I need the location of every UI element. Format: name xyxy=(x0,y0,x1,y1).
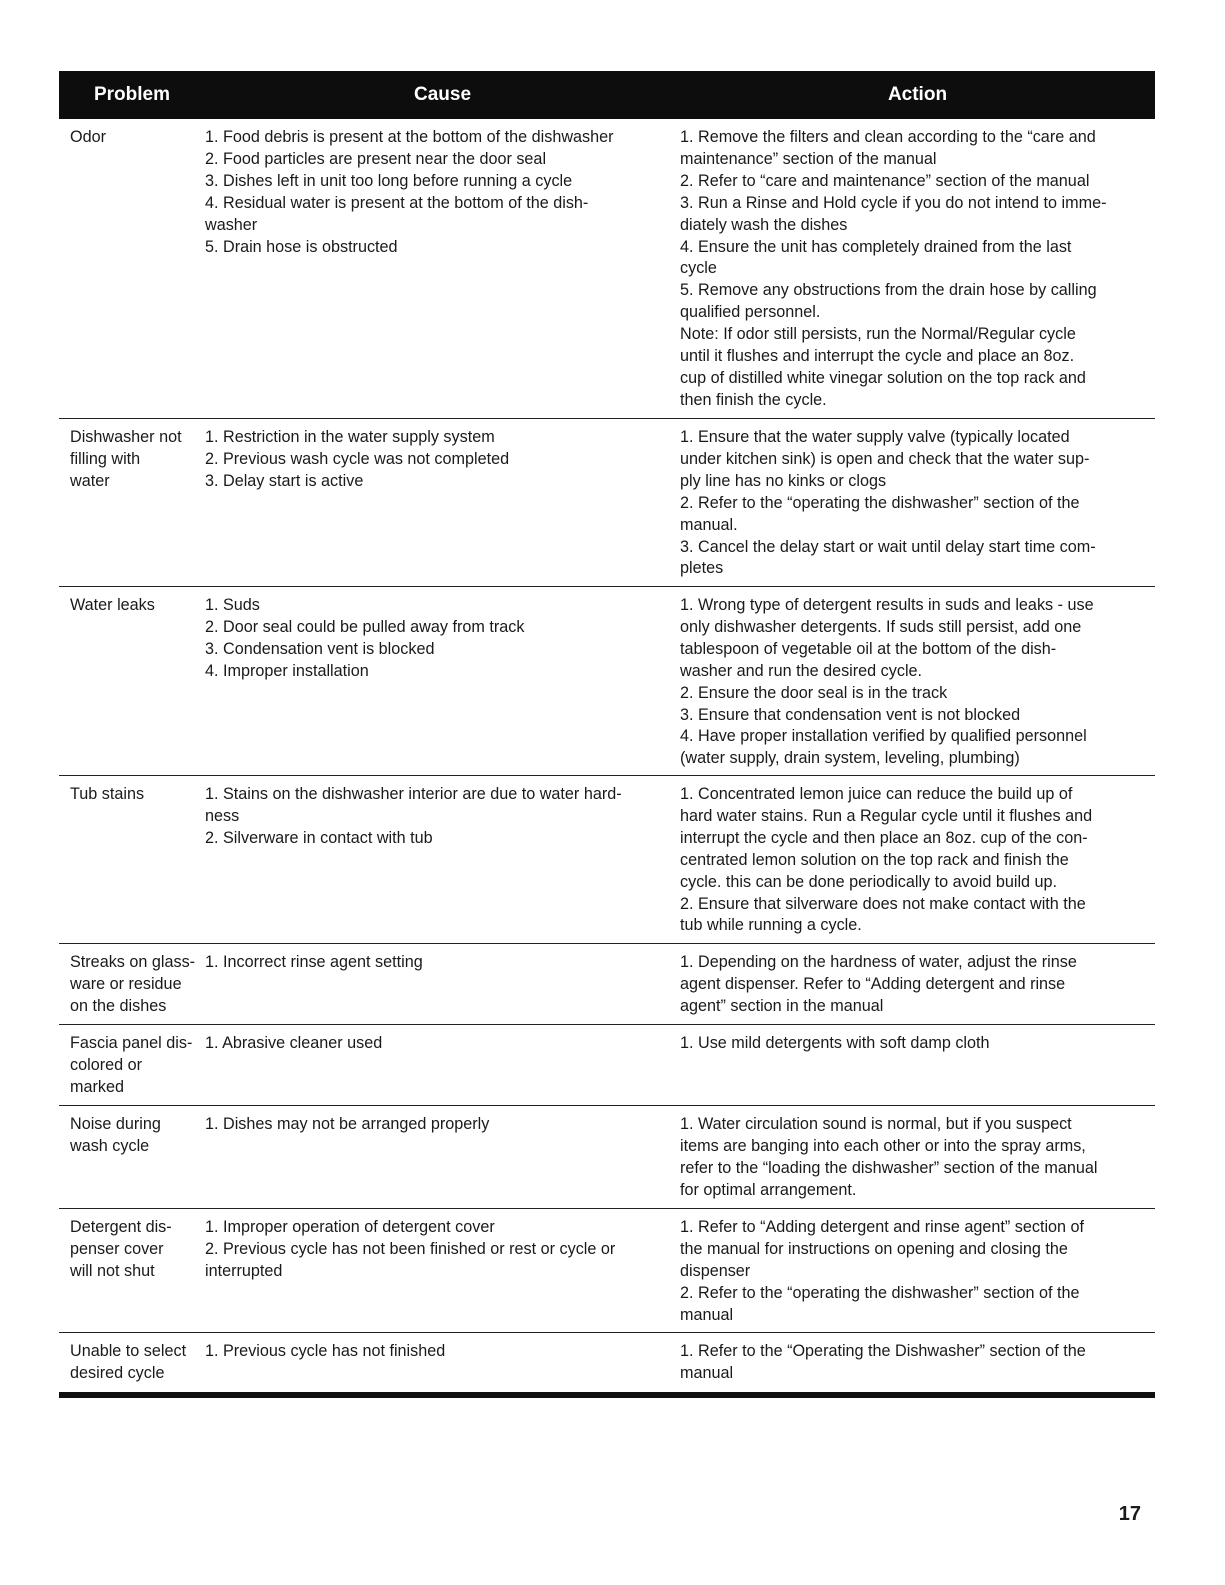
action-text-line: 1. Use mild detergents with soft damp cloth xyxy=(680,1034,990,1052)
action-text-line: cycle xyxy=(680,259,717,278)
problem-text-line: will not shut xyxy=(70,1261,155,1280)
action-text-line: agent” section in the manual xyxy=(680,996,884,1015)
problem-text-line: Noise during xyxy=(70,1115,161,1133)
problem-text-line: filling with xyxy=(70,449,141,468)
header-cause: Cause xyxy=(413,84,472,105)
cause-text-line: 2. Previous wash cycle was not completed xyxy=(205,449,510,468)
table-row xyxy=(59,1024,1155,1105)
action-text-line: 1. Refer to “Adding detergent and rinse agent” section of xyxy=(680,1218,1085,1236)
table-row xyxy=(59,586,1155,775)
problem-text-line: Streaks on glass- xyxy=(70,953,196,971)
action-text-line: 1. Wrong type of detergent results in suds and leaks - use xyxy=(680,596,1094,614)
cause-cell xyxy=(205,127,680,410)
action-text-line: manual xyxy=(680,1363,734,1382)
action-text-line: 2. Refer to the “operating the dishwasher” section of the xyxy=(680,1283,1080,1302)
cause-text-line: ness xyxy=(205,806,240,825)
header-action: Action xyxy=(887,84,948,105)
problem-text-line: ware or residue xyxy=(70,974,182,993)
action-text-line: 1. Water circulation sound is normal, but if you suspect xyxy=(680,1115,1072,1133)
header-problem: Problem xyxy=(93,84,171,105)
action-text-line: the manual for instructions on opening and closing the xyxy=(680,1239,1068,1258)
cause-text-line: 2. Food particles are present near the door seal xyxy=(205,149,547,168)
action-text-line: tablespoon of vegetable oil at the bottom of the dish- xyxy=(680,639,1057,658)
cause-cell xyxy=(205,595,680,767)
action-text-line: refer to the “loading the dishwasher” section of the manual xyxy=(680,1158,1098,1177)
action-text-line: 1. Ensure that the water supply valve (typically located xyxy=(680,428,1070,446)
table-row xyxy=(59,1105,1155,1208)
action-text-line: Note: If odor still persists, run the Normal/Regular cycle xyxy=(680,325,1076,344)
problem-cell xyxy=(59,1341,205,1384)
cause-text-line: washer xyxy=(205,215,258,234)
problem-cell xyxy=(59,595,205,767)
cause-text-line: 1. Restriction in the water supply system xyxy=(205,428,495,446)
table-header xyxy=(59,71,1155,119)
action-text-line: 1. Remove the filters and clean according to the “care and xyxy=(680,128,1096,146)
action-cell xyxy=(680,784,1155,935)
cause-text-line: 4. Improper installation xyxy=(205,661,369,680)
action-cell xyxy=(680,1114,1155,1200)
action-text-line: manual. xyxy=(680,515,738,534)
cause-cell xyxy=(205,427,680,578)
cause-text-line: 2. Silverware in contact with tub xyxy=(205,828,433,847)
table-row xyxy=(59,119,1155,418)
troubleshooting-table xyxy=(59,71,1155,1398)
action-cell xyxy=(680,1341,1155,1384)
action-text-line: then finish the cycle. xyxy=(680,390,827,409)
action-cell xyxy=(680,1217,1155,1324)
action-text-line: 1. Refer to the “Operating the Dishwasher” section of the xyxy=(680,1342,1086,1360)
problem-cell xyxy=(59,1114,205,1200)
cause-text-line: 1. Stains on the dishwasher interior are due to water hard- xyxy=(205,785,622,803)
action-text-line: for optimal arrangement. xyxy=(680,1180,857,1199)
action-cell xyxy=(680,427,1155,578)
cause-text-line: 3. Condensation vent is blocked xyxy=(205,639,435,658)
problem-text-line: Tub stains xyxy=(70,785,145,803)
table-body xyxy=(59,119,1155,1392)
action-text-line: 1. Depending on the hardness of water, adjust the rinse xyxy=(680,953,1077,971)
action-text-line: 4. Ensure the unit has completely drained from the last xyxy=(680,237,1072,256)
problem-text-line: colored or xyxy=(70,1055,142,1074)
action-cell xyxy=(680,952,1155,1016)
action-text-line: 2. Ensure the door seal is in the track xyxy=(680,683,948,702)
action-text-line: under kitchen sink) is open and check that the water sup- xyxy=(680,449,1090,468)
problem-text-line: Water leaks xyxy=(70,596,155,614)
problem-cell xyxy=(59,784,205,935)
problem-text-line: wash cycle xyxy=(70,1136,150,1155)
action-text-line: cup of distilled white vinegar solution on the top rack and xyxy=(680,368,1086,387)
cause-text-line: 2. Door seal could be pulled away from track xyxy=(205,617,525,636)
action-text-line: items are banging into each other or into the spray arms, xyxy=(680,1136,1086,1155)
cause-text-line: 5. Drain hose is obstructed xyxy=(205,237,398,256)
action-text-line: diately wash the dishes xyxy=(680,215,848,234)
problem-text-line: on the dishes xyxy=(70,996,167,1015)
cause-text-line: 3. Delay start is active xyxy=(205,471,364,490)
action-text-line: 4. Have proper installation verified by qualified personnel xyxy=(680,727,1087,746)
cause-cell xyxy=(205,1114,680,1200)
table-row xyxy=(59,1208,1155,1332)
cause-text-line: 1. Food debris is present at the bottom of the dishwasher xyxy=(205,128,614,146)
cause-cell xyxy=(205,952,680,1016)
table-row xyxy=(59,418,1155,586)
action-cell xyxy=(680,1033,1155,1097)
cause-cell xyxy=(205,784,680,935)
action-text-line: ply line has no kinks or clogs xyxy=(680,471,887,490)
cause-text-line: 2. Previous cycle has not been finished or rest or cycle or xyxy=(205,1239,616,1258)
action-text-line: cycle. this can be done periodically to avoid build up. xyxy=(680,872,1058,891)
problem-cell xyxy=(59,952,205,1016)
cause-text-line: 4. Residual water is present at the bottom of the dish- xyxy=(205,193,589,212)
action-text-line: 1. Concentrated lemon juice can reduce the build up of xyxy=(680,785,1073,803)
action-text-line: dispenser xyxy=(680,1261,751,1280)
action-text-line: (water supply, drain system, leveling, plumbing) xyxy=(680,749,1020,768)
problem-text-line: Unable to select xyxy=(70,1342,187,1360)
cause-text-line: 1. Abrasive cleaner used xyxy=(205,1034,383,1052)
action-text-line: interrupt the cycle and then place an 8oz. cup of the con- xyxy=(680,828,1088,847)
action-text-line: 2. Refer to the “operating the dishwasher” section of the xyxy=(680,493,1080,512)
action-text-line: only dishwasher detergents. If suds still persist, add one xyxy=(680,617,1082,636)
problem-text-line: Dishwasher not xyxy=(70,428,182,446)
problem-cell xyxy=(59,427,205,578)
action-text-line: qualified personnel. xyxy=(680,303,821,322)
problem-text-line: Fascia panel dis- xyxy=(70,1034,193,1052)
action-text-line: 2. Refer to “care and maintenance” section of the manual xyxy=(680,171,1090,190)
cause-cell xyxy=(205,1341,680,1384)
action-text-line: maintenance” section of the manual xyxy=(680,149,937,168)
action-text-line: pletes xyxy=(680,559,724,578)
problem-text-line: water xyxy=(70,471,110,490)
problem-cell xyxy=(59,1033,205,1097)
cause-text-line: 1. Improper operation of detergent cover xyxy=(205,1218,495,1236)
problem-text-line: desired cycle xyxy=(70,1363,165,1382)
problem-cell xyxy=(59,1217,205,1324)
action-text-line: 3. Cancel the delay start or wait until delay start time com- xyxy=(680,537,1096,556)
cause-text-line: interrupted xyxy=(205,1261,283,1280)
cause-cell xyxy=(205,1217,680,1324)
action-text-line: 2. Ensure that silverware does not make contact with the xyxy=(680,894,1086,913)
cause-text-line: 1. Dishes may not be arranged properly xyxy=(205,1115,490,1133)
problem-text-line: Odor xyxy=(70,128,106,146)
problem-cell xyxy=(59,127,205,410)
cause-cell xyxy=(205,1033,680,1097)
action-text-line: until it flushes and interrupt the cycle and place an 8oz. xyxy=(680,347,1075,366)
cause-text-line: 1. Incorrect rinse agent setting xyxy=(205,953,423,971)
action-text-line: 3. Ensure that condensation vent is not blocked xyxy=(680,705,1021,724)
action-text-line: centrated lemon solution on the top rack and finish the xyxy=(680,850,1069,869)
action-text-line: hard water stains. Run a Regular cycle until it flushes and xyxy=(680,806,1093,825)
action-text-line: tub while running a cycle. xyxy=(680,916,862,935)
cause-text-line: 3. Dishes left in unit too long before running a cycle xyxy=(205,171,573,190)
problem-text-line: Detergent dis- xyxy=(70,1218,172,1236)
cause-text-line: 1. Previous cycle has not finished xyxy=(205,1342,446,1360)
problem-text-line: marked xyxy=(70,1077,124,1096)
action-text-line: agent dispenser. Refer to “Adding detergent and rinse xyxy=(680,974,1066,993)
table-row xyxy=(59,775,1155,943)
table-row xyxy=(59,943,1155,1024)
action-cell xyxy=(680,127,1155,410)
action-text-line: 5. Remove any obstructions from the drain hose by calling xyxy=(680,281,1097,300)
action-text-line: washer and run the desired cycle. xyxy=(680,661,923,680)
action-text-line: 3. Run a Rinse and Hold cycle if you do not intend to imme- xyxy=(680,193,1107,212)
page-number: 17 xyxy=(1118,1503,1141,1525)
problem-text-line: penser cover xyxy=(70,1239,164,1258)
action-text-line: manual xyxy=(680,1305,734,1324)
table-row xyxy=(59,1332,1155,1392)
cause-text-line: 1. Suds xyxy=(205,596,260,614)
action-cell xyxy=(680,595,1155,767)
